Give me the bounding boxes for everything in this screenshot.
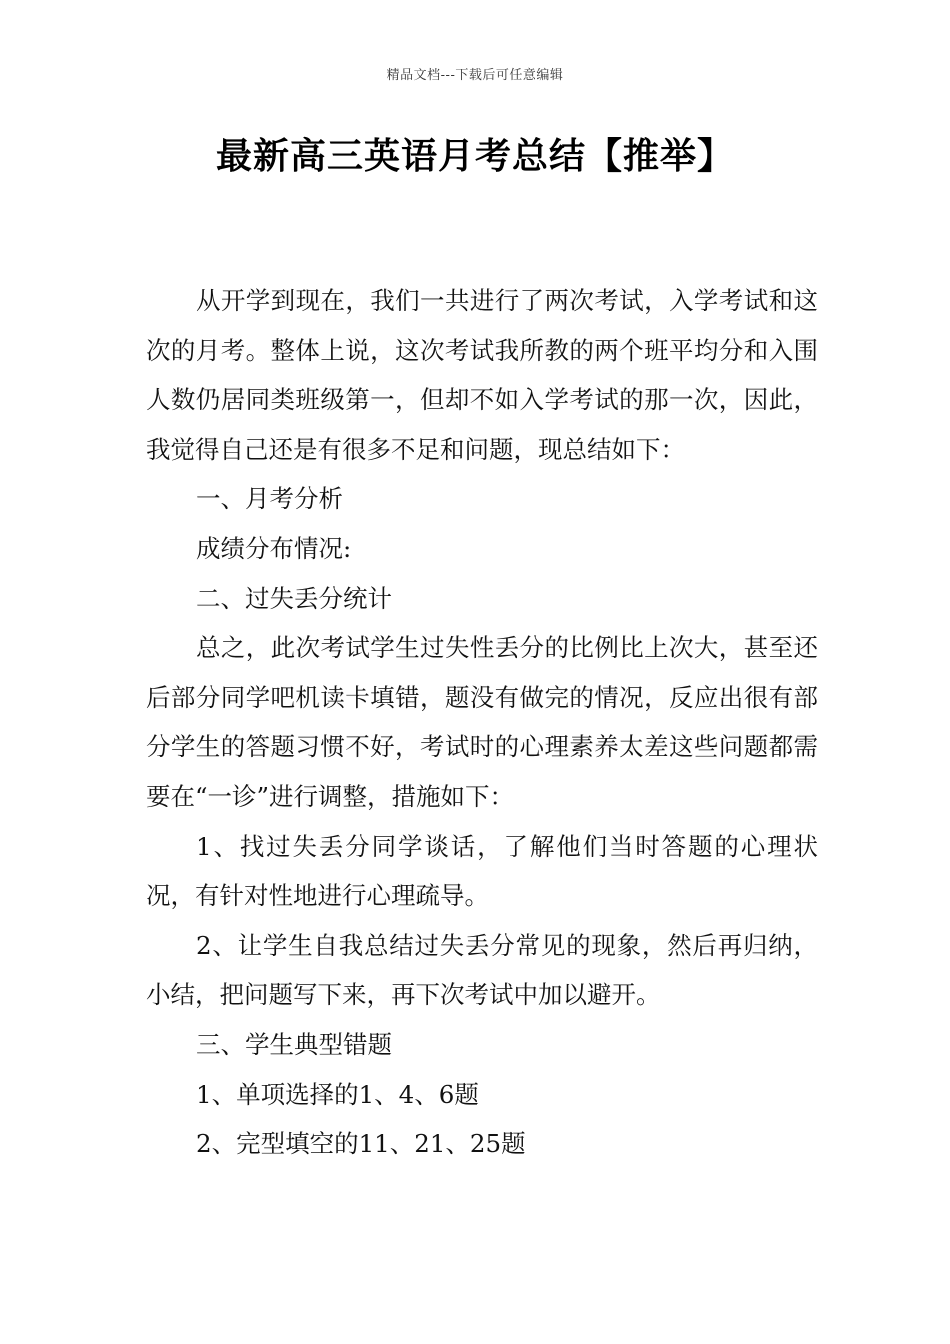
paragraph-score-distribution: 成绩分布情况: [196,533,352,563]
document-title: 最新高三英语月考总结【推举】 [215,136,734,177]
heading-monthly-exam-analysis: 一、月考分析 [196,484,343,514]
heading-typical-errors: 三、学生典型错题 [196,1029,392,1059]
list-item-error-2: 2、完型填空的11、21、25题 [196,1129,526,1159]
list-item-measure-2: 2、让学生自我总结过失丢分常见的现象，然后再归纳，小结，把问题写下来，再下次考试中加以避开。 [146,930,818,1010]
list-item-error-1: 1、单项选择的1、4、6题 [196,1079,479,1109]
paragraph-summary: 总之，此次考试学生过失性丢分的比例比上次大，甚至还后部分同学吧机读卡填错，题没有做完的情况，反应出很有部分学生的答题习惯不好，考试时的心理素养太差这些问题都需要在“一诊”进行调整，措施如下： [146,633,818,811]
paragraph-intro: 从开学到现在，我们一共进行了两次考试，入学考试和这次的月考。整体上说，这次考试我所教的两个班平均分和入围人数仍居同类班级第一，但却不如入学考试的那一次，因此，我觉得自己还是有很多不足和问题，现总结如下： [146,286,818,464]
document-body [146,276,818,1169]
heading-error-statistics: 二、过失丢分统计 [196,583,392,613]
list-item-measure-1: 1、找过失丢分同学谈话，了解他们当时答题的心理状况，有针对性地进行心理疏导。 [146,831,818,911]
header-note: 精品文档---下载后可任意编辑 [386,68,564,83]
